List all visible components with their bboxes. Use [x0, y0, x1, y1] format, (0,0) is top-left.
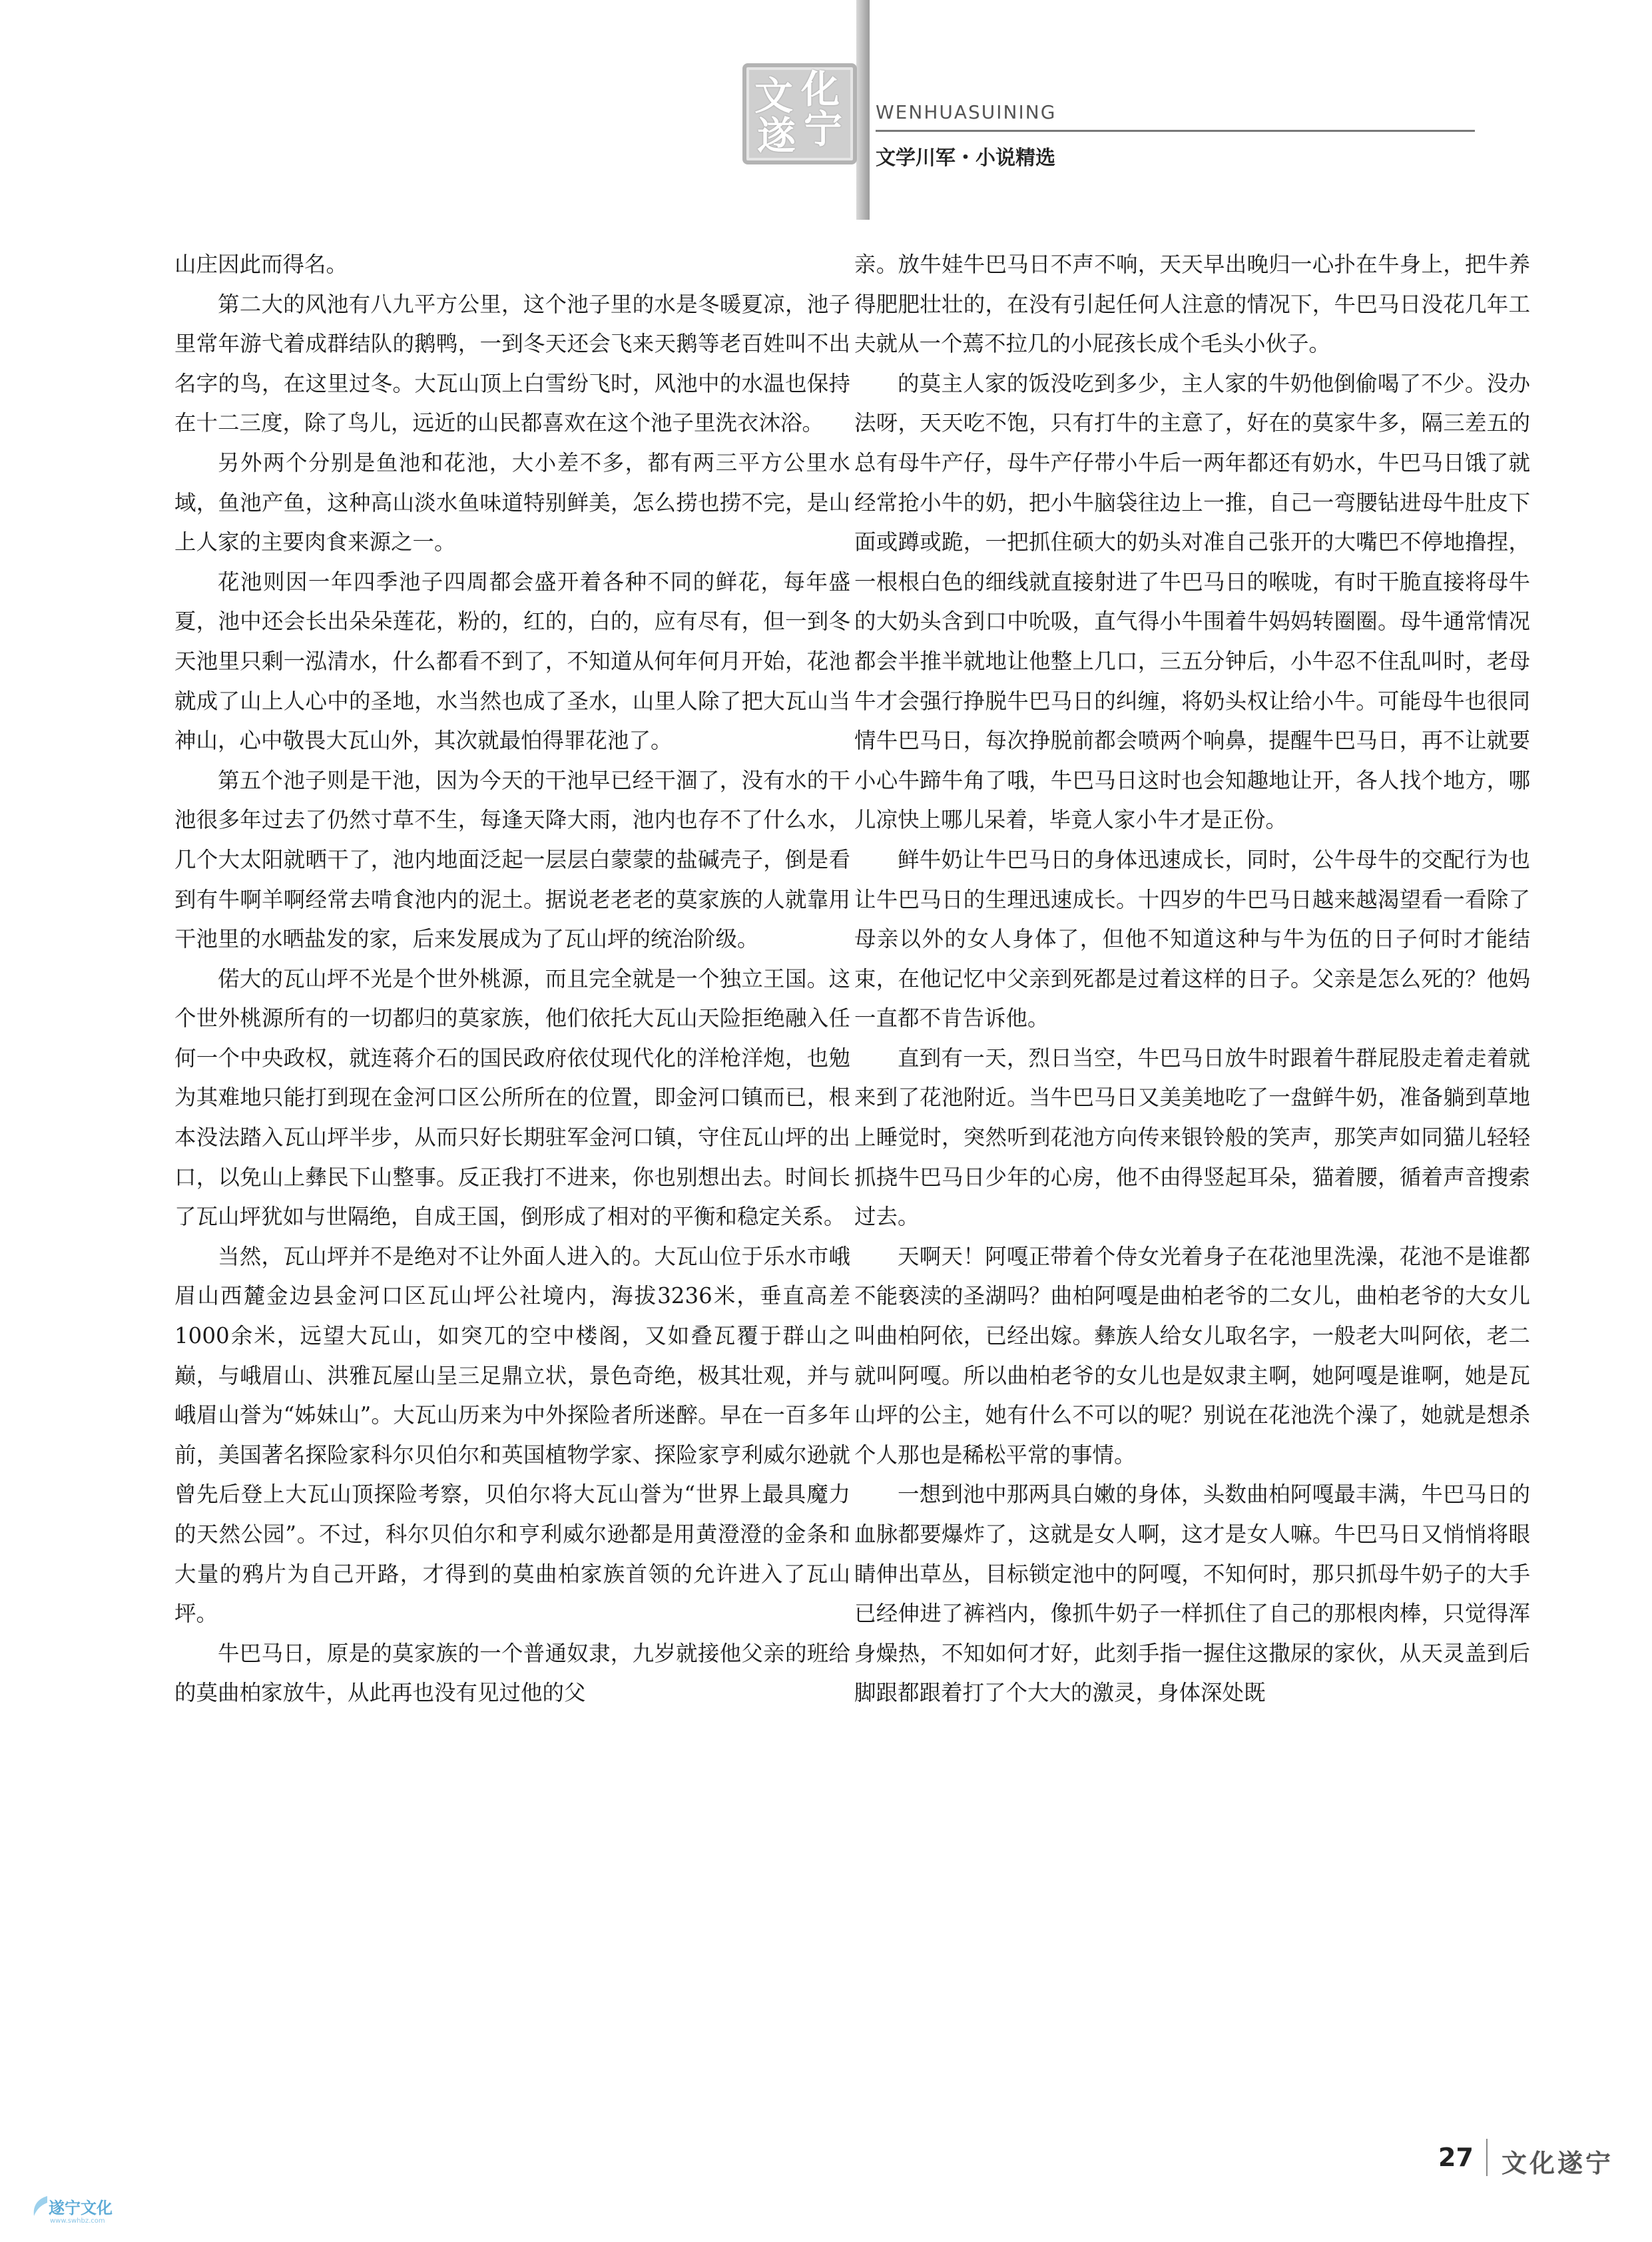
- paragraph: 直到有一天，烈日当空，牛巴马日放牛时跟着牛群屁股走着走着就来到了花池附近。当牛巴马日又美美地吃了一盘鲜牛奶，准备躺到草地上睡觉时，突然听到花池方向传来银铃般的笑声，那笑声如同猫儿轻轻抓挠牛巴马日少年的心房，他不由得竖起耳朵，猫着腰，循着声音搜索过去。: [854, 1045, 1530, 1230]
- paragraph: 鲜牛奶让牛巴马日的身体迅速成长，同时，公牛母牛的交配行为也让牛巴马日的生理迅速成长。十四岁的牛巴马日越来越渴望看一看除了母亲以外的女人身体了，但他不知道这种与牛为伍的日子何时才能结束，在他记忆中父亲到死都是过着这样的日子。父亲是怎么死的？他妈一直都不肯告诉他。: [854, 846, 1530, 1031]
- paragraph: 偌大的瓦山坪不光是个世外桃源，而且完全就是一个独立王国。这个世外桃源所有的一切都归的莫家族，他们依托大瓦山天险拒绝融入任何一个中央政权，就连蒋介石的国民政府依仗现代化的洋枪洋炮，也勉为其难地只能打到现在金河口区公所所在的位置，即金河口镇而已，根本没法踏入瓦山坪半步，从而只好长期驻军金河口镇，守住瓦山坪的出口，以免山上彝民下山整事。反正我打不进来，你也别想出去。时间长了瓦山坪犹如与世隔绝，自成王国，倒形成了相对的平衡和稳定关系。: [174, 966, 850, 1230]
- logo-char: 宁: [804, 107, 843, 152]
- right-column: [854, 245, 1530, 1713]
- logo-seal: [742, 63, 857, 164]
- paragraph: 的莫主人家的饭没吃到多少，主人家的牛奶他倒偷喝了不少。没办法呀，天天吃不饱，只有打牛的主意了，好在的莫家牛多，隔三差五的总有母牛产仔，母牛产仔带小牛后一两年都还有奶水，牛巴马日饿了就经常抢小牛的奶，把小牛脑袋往边上一推，自己一弯腰钻进母牛肚皮下面或蹲或跪，一把抓住硕大的奶头对准自己张开的大嘴巴不停地撸捏，一根根白色的细线就直接射进了牛巴马日的喉咙，有时干脆直接将母牛的大奶头含到口中吮吸，直气得小牛围着牛妈妈转圈圈。母牛通常情况都会半推半就地让他整上几口，三五分钟后，小牛忍不住乱叫时，老母牛才会强行挣脱牛巴马日的纠缠，将奶头权让给小牛。可能母牛也很同情牛巴马日，每次挣脱前都会喷两个响鼻，提醒牛巴马日，再不让就要小心牛蹄牛角了哦，牛巴马日这时也会知趣地让开，各人找个地方，哪儿凉快上哪儿呆着，毕竟人家小牛才是正份。: [854, 370, 1530, 833]
- footer-brand: 文化遂宁: [1502, 2148, 1614, 2178]
- paragraph: 天啊天！阿嘎正带着个侍女光着身子在花池里洗澡，花池不是谁都不能亵渎的圣湖吗？曲柏阿嘎是曲柏老爷的二女儿，曲柏老爷的大女儿叫曲柏阿依，已经出嫁。彝族人给女儿取名字，一般老大叫阿依，老二就叫阿嘎。所以曲柏老爷的女儿也是奴隶主啊，她阿嘎是谁啊，她是瓦山坪的公主，她有什么不可以的呢？别说在花池洗个澡了，她就是想杀个人那也是稀松平常的事情。: [854, 1243, 1530, 1468]
- paragraph: 一想到池中那两具白嫩的身体，头数曲柏阿嘎最丰满，牛巴马日的血脉都要爆炸了，这就是女人啊，这才是女人嘛。牛巴马日又悄悄将眼睛伸出草丛，目标锁定池中的阿嘎，不知何时，那只抓母牛奶子的大手已经伸进了裤裆内，像抓牛奶子一样抓住了自己的那根肉棒，只觉得浑身燥热，不知如何才好，此刻手指一握住这撒尿的家伙，从天灵盖到后脚跟都跟着打了个大大的激灵，身体深处既: [854, 1482, 1530, 1706]
- paragraph: 第五个池子则是干池，因为今天的干池早已经干涸了，没有水的干池很多年过去了仍然寸草不生，每逢天降大雨，池内也存不了什么水，几个大太阳就晒干了，池内地面泛起一层层白蒙蒙的盐碱壳子，倒是看到有牛啊羊啊经常去啃食池内的泥土。据说老老老的莫家族的人就靠用干池里的水晒盐发的家，后来发展成为了瓦山坪的统治阶级。: [174, 767, 850, 952]
- wing-icon: [30, 2193, 50, 2220]
- logo-char: 文: [754, 73, 794, 119]
- logo-char: 遂: [757, 113, 796, 158]
- column-title: 文学川军・小说精选: [876, 146, 1055, 170]
- brand-english: WENHUASUINING: [876, 101, 1057, 123]
- logo-char: 化: [801, 67, 840, 112]
- watermark-logo: [30, 2191, 163, 2237]
- paragraph: 另外两个分别是鱼池和花池，大小差不多，都有两三平方公里水域，鱼池产鱼，这种高山淡水鱼味道特别鲜美，怎么捞也捞不完，是山上人家的主要肉食来源之一。: [174, 449, 850, 555]
- watermark-text: 遂宁文化: [49, 2199, 113, 2217]
- footer-separator: [1486, 2139, 1488, 2176]
- paragraph: 花池则因一年四季池子四周都会盛开着各种不同的鲜花，每年盛夏，池中还会长出朵朵莲花，粉的，红的，白的，应有尽有，但一到冬天池里只剩一泓清水，什么都看不到了，不知道从何年何月开始，花池就成了山上人心中的圣地，水当然也成了圣水，山里人除了把大瓦山当神山，心中敬畏大瓦山外，其次就最怕得罪花池了。: [174, 569, 850, 754]
- paragraph: 亲。放牛娃牛巴马日不声不响，天天早出晚归一心扑在牛身上，把牛养得肥肥壮壮的，在没有引起任何人注意的情况下，牛巴马日没花几年工夫就从一个蔫不拉几的小屁孩长成个毛头小伙子。: [854, 252, 1530, 357]
- page-number: 27: [1438, 2143, 1474, 2172]
- paragraph: 当然，瓦山坪并不是绝对不让外面人进入的。大瓦山位于乐水市峨眉山西麓金边县金河口区瓦山坪公社境内，海拔3236米，垂直高差1000余米，远望大瓦山，如突兀的空中楼阁，又如叠瓦覆于群山之巅，与峨眉山、洪雅瓦屋山呈三足鼎立状，景色奇绝，极其壮观，并与峨眉山誉为“姊妹山”。大瓦山历来为中外探险者所迷醉。早在一百多年前，美国著名探险家科尔贝伯尔和英国植物学家、探险家亨利威尔逊就曾先后登上大瓦山顶探险考察，贝伯尔将大瓦山誉为“世界上最具魔力的天然公园”。不过，科尔贝伯尔和亨利威尔逊都是用黄澄澄的金条和大量的鸦片为自己开路，才得到的莫曲柏家族首领的允许进入了瓦山坪。: [174, 1243, 850, 1627]
- header-vertical-bar: [856, 0, 870, 220]
- watermark-url: www.swhbz.com: [50, 2217, 105, 2225]
- paragraph: 第二大的风池有八九平方公里，这个池子里的水是冬暖夏凉，池子里常年游弋着成群结队的鹅鸭，一到冬天还会飞来天鹅等老百姓叫不出名字的鸟，在这里过冬。大瓦山顶上白雪纷飞时，风池中的水温也保持在十二三度，除了鸟儿，远近的山民都喜欢在这个池子里洗衣沐浴。: [174, 291, 850, 436]
- left-column: [174, 245, 850, 1713]
- paragraph: 山庄因此而得名。: [174, 252, 348, 277]
- paragraph: 牛巴马日，原是的莫家族的一个普通奴隶，九岁就接他父亲的班给的莫曲柏家放牛，从此再也没有见过他的父: [174, 1640, 850, 1706]
- header-rule: [876, 130, 1475, 132]
